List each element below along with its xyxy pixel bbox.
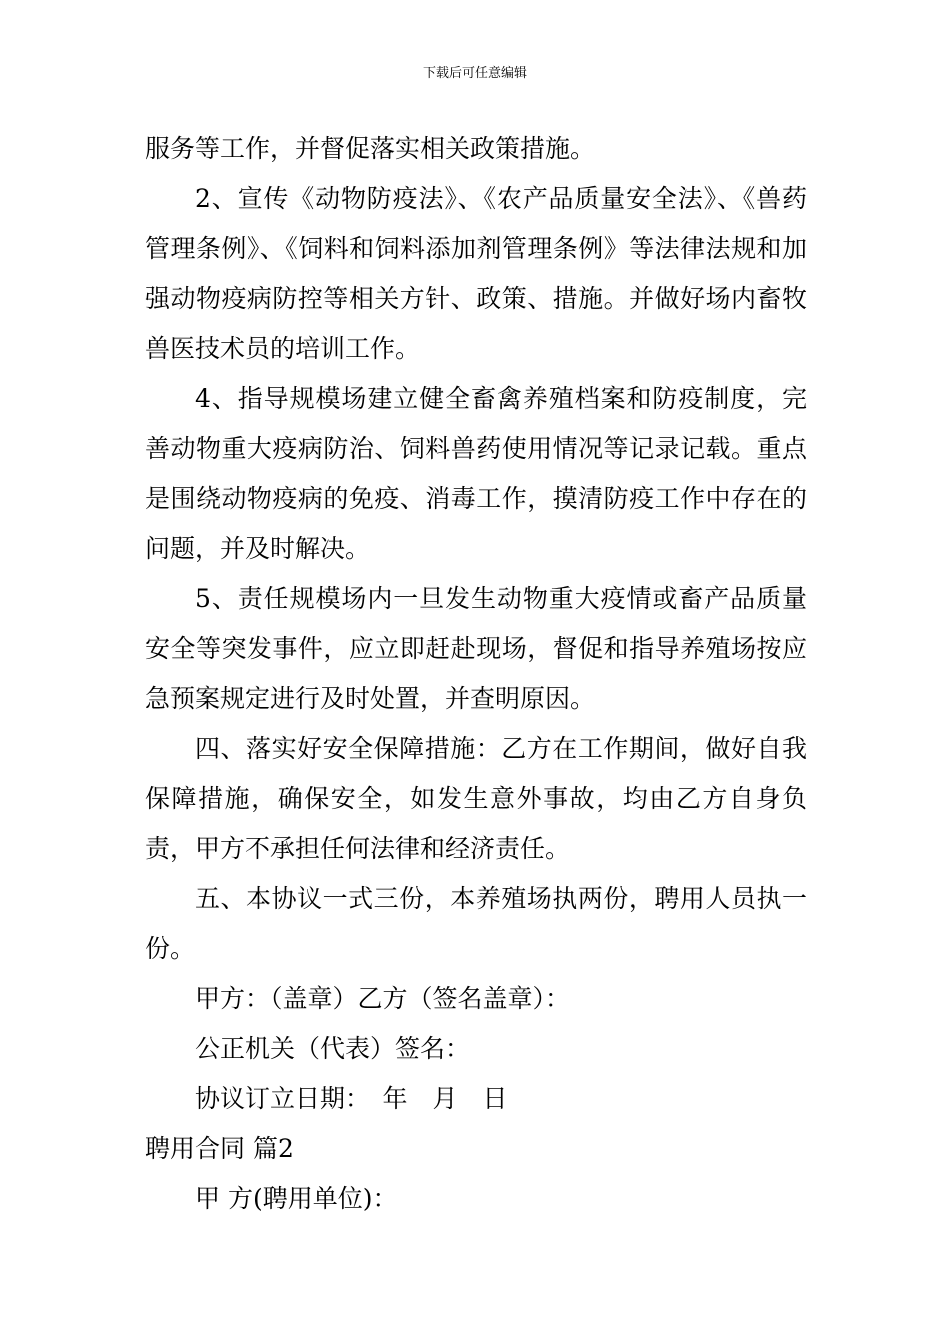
notary-signature-line: 公正机关（代表）签名：	[195, 1034, 471, 1063]
party-a-line: 甲 方(聘用单位)：	[195, 1184, 398, 1213]
page-header: 下载后可任意编辑	[422, 66, 527, 81]
paragraph-continuation: 服务等工作，并督促落实相关政策措施。	[145, 134, 596, 163]
paragraph-section-4: 四、落实好安全保障措施：乙方在工作期间，做好自我保障措施，确保安全，如发生意外事故，均由乙方自身负责，甲方不承担任何法律和经济责任。	[145, 734, 807, 863]
section-heading: 聘用合同 篇2	[145, 1134, 294, 1163]
paragraph-item-5: 5、责任规模场内一旦发生动物重大疫情或畜产品质量安全等突发事件，应立即赶赴现场，督促和指导养殖场按应急预案规定进行及时处置，并查明原因。	[145, 584, 807, 713]
paragraph-section-5: 五、本协议一式三份，本养殖场执两份，聘用人员执一份。	[145, 884, 807, 963]
document-body	[145, 124, 807, 1224]
signature-party-line: 甲方：（盖章）乙方（签名盖章）：	[195, 984, 571, 1013]
paragraph-item-2: 2、宣传《动物防疫法》、《农产品质量安全法》、《兽药管理条例》、《饲料和饲料添加剂管理条例》等法律法规和加强动物疫病防控等相关方针、政策、措施。并做好场内畜牧兽医技术员的培训工作。	[145, 184, 807, 363]
paragraph-item-4: 4、指导规模场建立健全畜禽养殖档案和防疫制度，完善动物重大疫病防治、饲料兽药使用情况等记录记载。重点是围绕动物疫病的免疫、消毒工作，摸清防疫工作中存在的问题，并及时解决。	[145, 384, 807, 563]
agreement-date-line: 协议订立日期： 年 月 日	[195, 1084, 508, 1113]
